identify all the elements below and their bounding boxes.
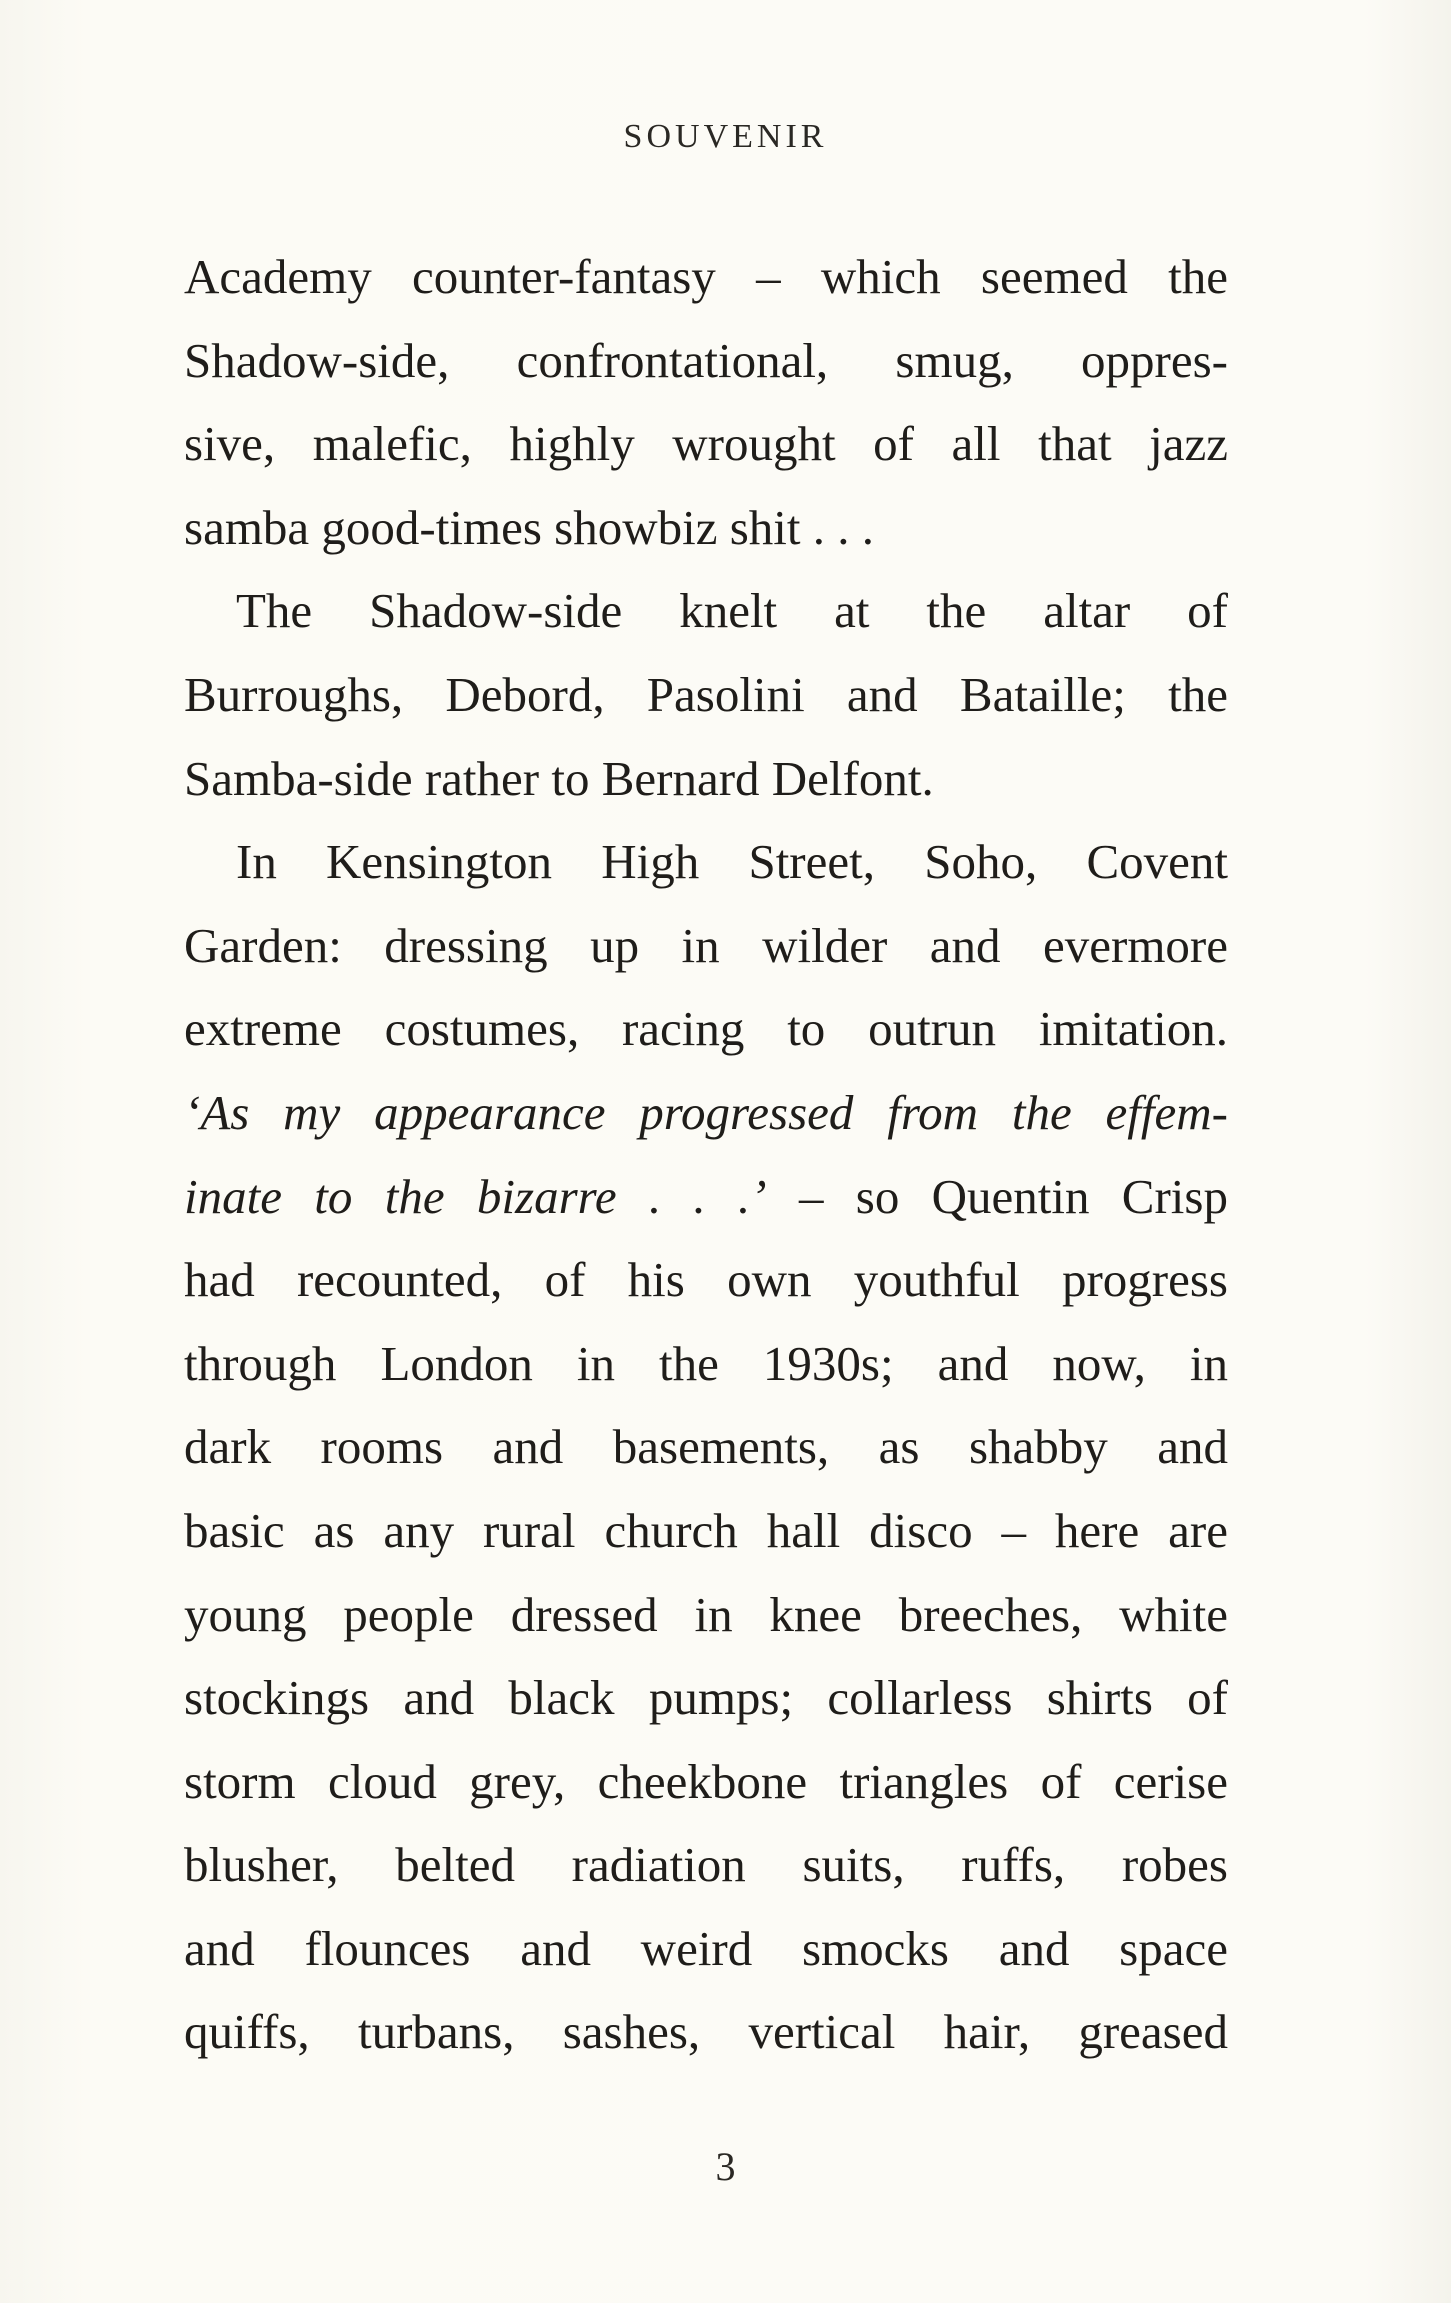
text-line: samba good-times showbiz shit . . .: [184, 499, 875, 555]
text-line: Burroughs, Debord, Pasolini and Bataille; the: [184, 666, 1228, 722]
paragraph-start-line: In Kensington High Street, Soho, Covent: [236, 834, 1228, 890]
attribution-text: – so Quentin Crisp: [766, 1168, 1228, 1224]
text-line: Academy counter-fantasy – which seemed the: [184, 249, 1228, 304]
text-line: Garden: dressing up in wilder and evermore: [184, 917, 1228, 973]
text-line: quiffs, turbans, sashes, vertical hair, greased: [184, 2004, 1228, 2060]
text-line: dark rooms and basements, as shabby and: [184, 1419, 1228, 1475]
text-line: basic as any rural church hall disco – here are: [184, 1502, 1228, 1558]
text-line: [184, 1155, 1228, 1239]
text-line: had recounted, of his own youthful progress: [184, 1252, 1228, 1308]
text-line: stockings and black pumps; collarless shirts of: [184, 1670, 1228, 1726]
text-line: blusher, belted radiation suits, ruffs, robes: [184, 1837, 1228, 1893]
body-text: [184, 235, 1228, 2074]
text-line: young people dressed in knee breeches, white: [184, 1586, 1228, 1642]
paragraph-start-line: The Shadow-side knelt at the altar of: [236, 583, 1228, 639]
text-line: Samba-side rather to Bernard Delfont.: [184, 750, 934, 806]
text-line: storm cloud grey, cheekbone triangles of cerise: [184, 1753, 1228, 1809]
text-line: Shadow-side, confrontational, smug, oppres-: [184, 332, 1228, 388]
text-line: extreme costumes, racing to outrun imitation.: [184, 1001, 1228, 1057]
quotation-end: inate to the bizarre . . .’: [184, 1168, 767, 1224]
text-line: and flounces and weird smocks and space: [184, 1920, 1228, 1976]
text-line: through London in the 1930s; and now, in: [184, 1335, 1228, 1391]
text-line: sive, malefic, highly wrought of all that jazz: [184, 416, 1228, 472]
page-number: 3: [715, 2144, 736, 2189]
quotation-line: ‘As my appearance progressed from the effem-: [184, 1084, 1228, 1140]
running-head: SOUVENIR: [623, 118, 828, 155]
